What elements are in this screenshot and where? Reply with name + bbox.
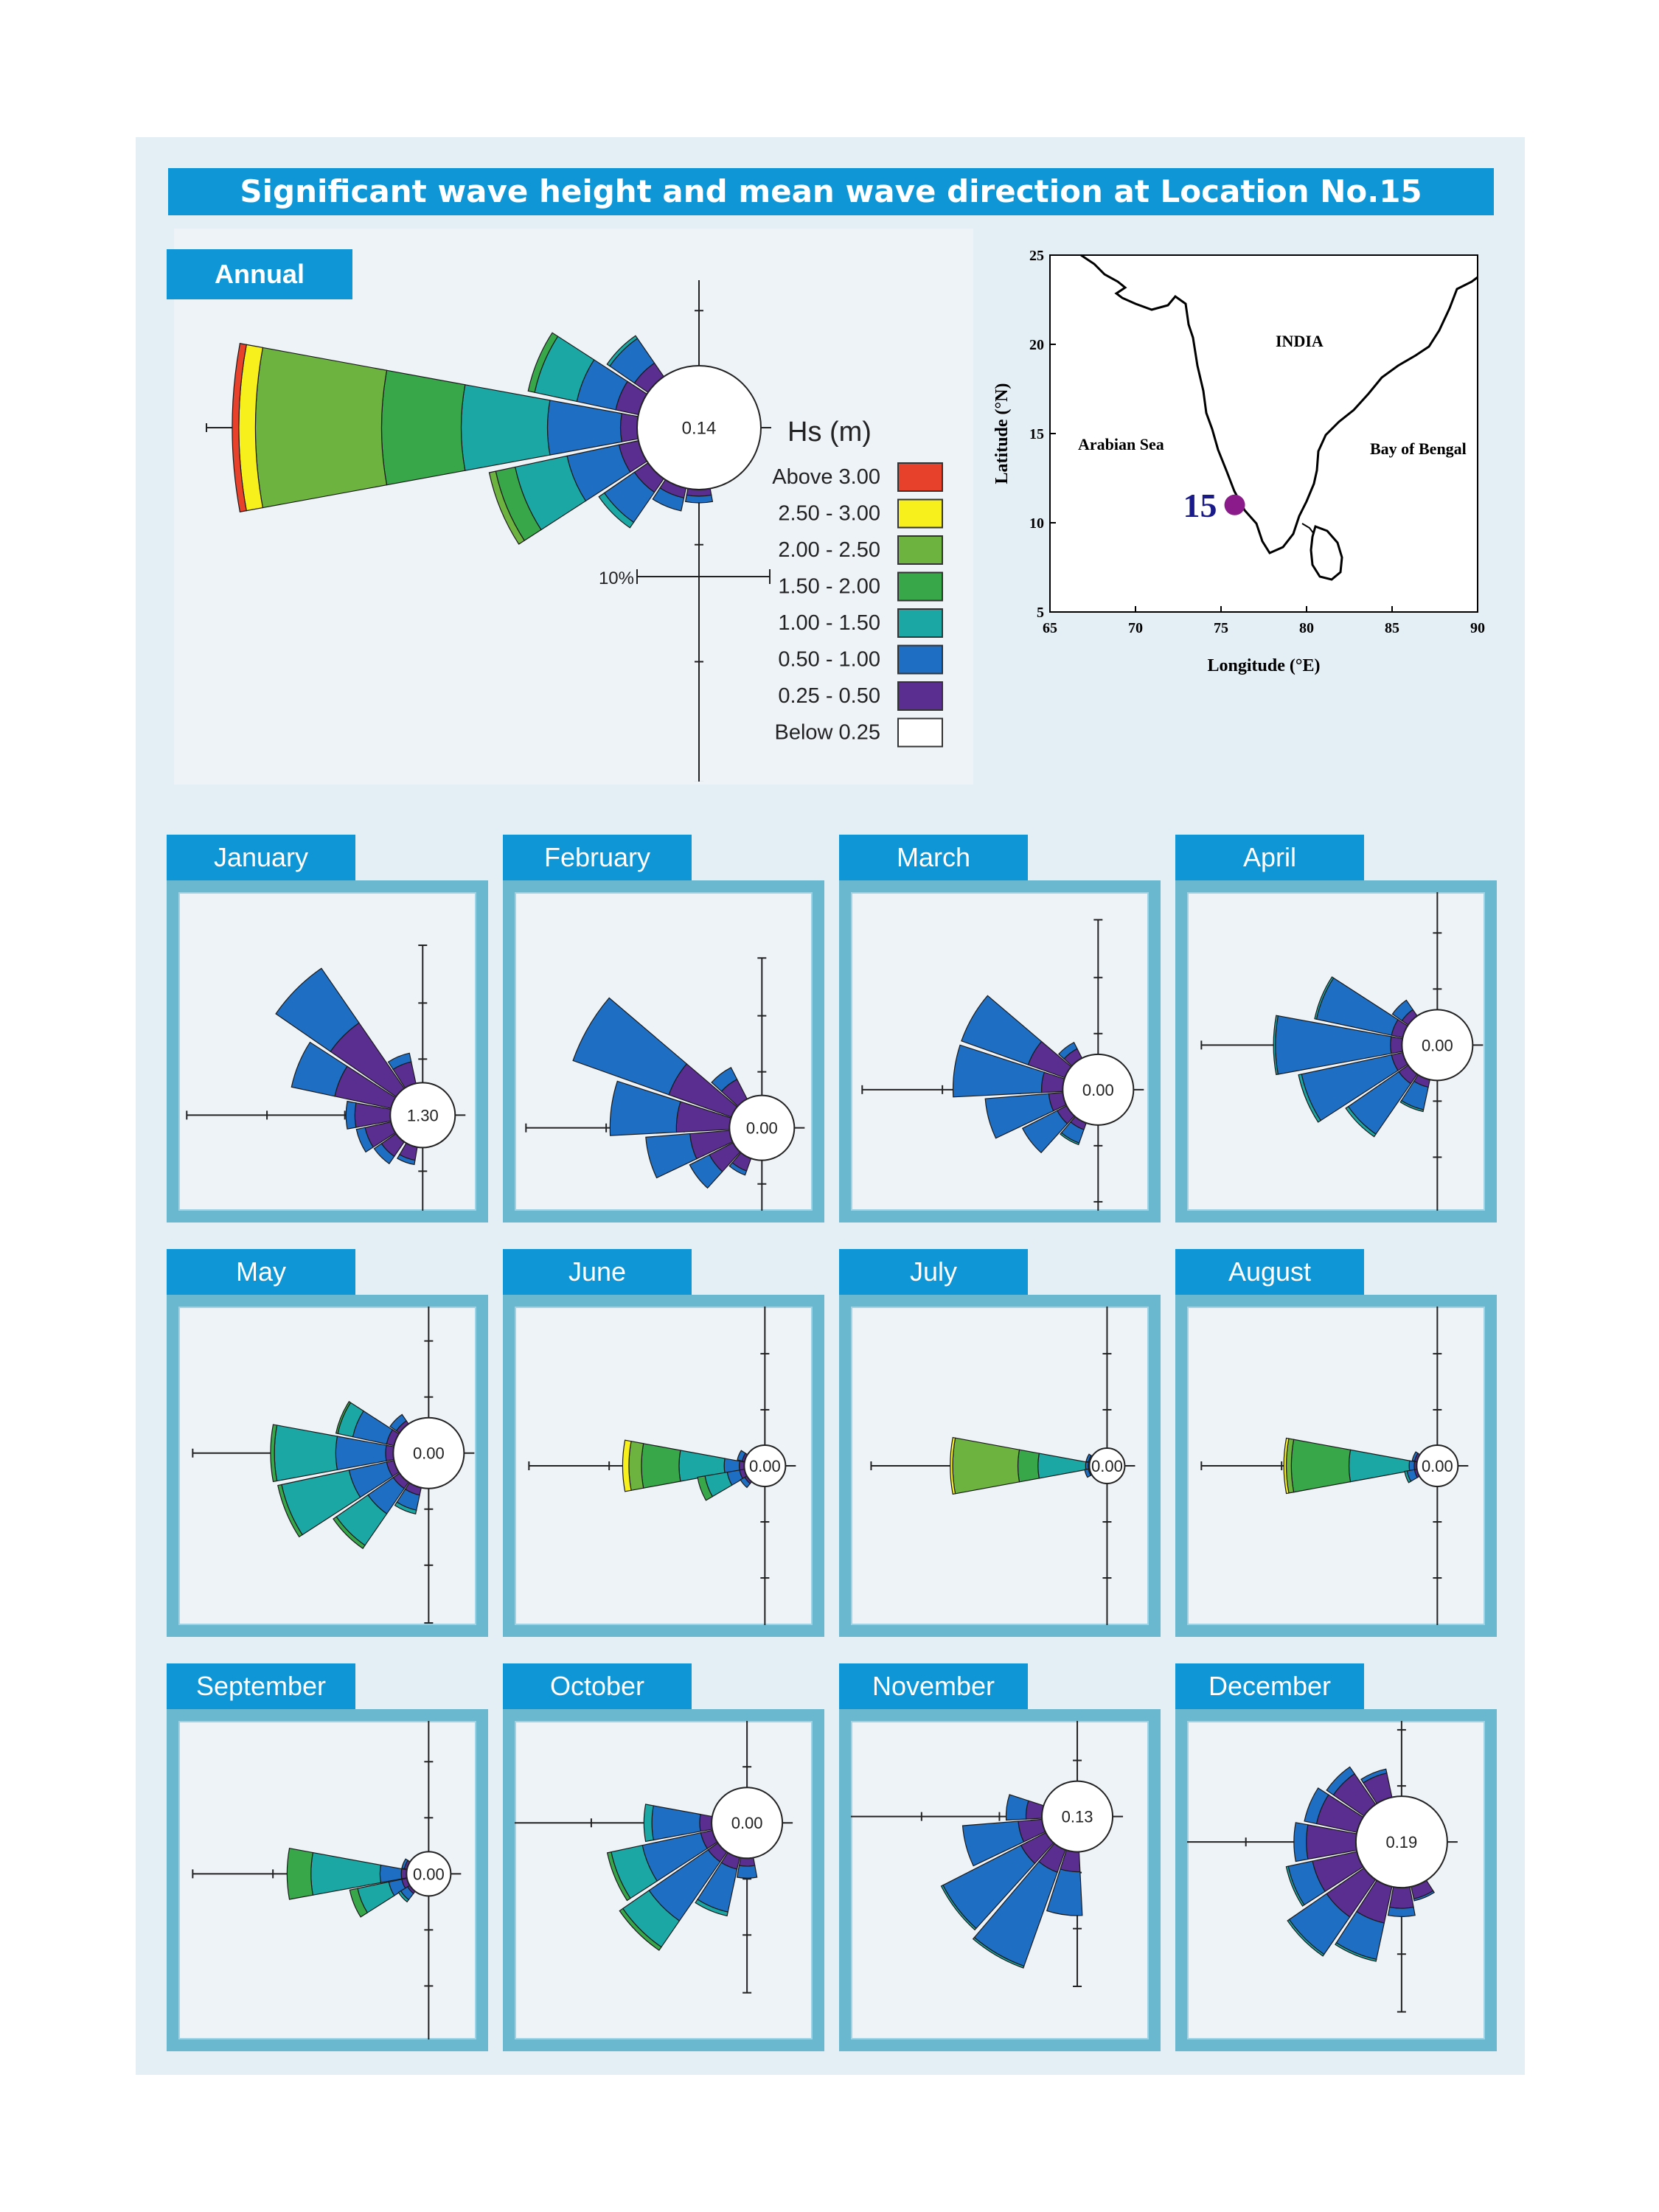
calm-value: 0.00 [412,1444,445,1463]
month-panel-november [839,1709,1161,2051]
rose-3 [862,919,1144,1211]
month-tab-december: December [1175,1663,1364,1709]
calm-value: 0.00 [731,1814,763,1833]
rose-petal-0-bin-4 [953,1438,1019,1494]
month-panel-may [167,1295,488,1637]
legend-swatch [898,463,942,491]
month-panel-june [503,1295,824,1637]
month-tab-may: May [167,1249,355,1295]
rose-petal-2-bin-1 [346,1102,356,1130]
calm-value: 0.00 [1082,1080,1114,1099]
rose-petal-2-bin-1 [1294,1823,1308,1862]
rose-petal-0-bin-2 [1349,1450,1410,1481]
rose-petal-6-bin-1 [686,495,713,503]
rose-9 [192,1721,461,2039]
calm-value: 0.00 [412,1865,445,1884]
legend-label: 1.50 - 2.00 [778,574,880,599]
legend-label: Above 3.00 [772,465,880,489]
legend-swatch [898,573,942,601]
map-ytick-label: 25 [1029,248,1044,264]
rose-petal-0-bin-1 [573,998,686,1094]
map-xtick-label: 70 [1128,620,1143,636]
rose-12 [1187,1721,1458,2012]
scale-label: 10% [598,568,634,588]
rose-petal-0-bin-0 [1391,1037,1402,1054]
rose-petal-4-bin-0 [1026,1801,1043,1819]
month-tab-october: October [503,1663,692,1709]
rose-petal-0-bin-3 [287,1848,313,1899]
legend-swatch [898,682,942,710]
month-rose-chart-december [1187,1721,1485,2039]
rose-petal-4-bin-1 [1006,1795,1028,1820]
month-panel-february [503,880,824,1222]
rose-petal-0-bin-3 [641,1444,681,1488]
month-panel-april [1175,880,1497,1222]
month-tab-september: September [167,1663,355,1709]
map-xtick-label: 75 [1214,620,1228,636]
month-tab-march: March [839,835,1028,880]
rose-petal-0-bin-3 [1018,1450,1040,1482]
month-tab-january: January [167,835,355,880]
map-xtick-label: 85 [1385,620,1399,636]
rose-petal-4-bin-1 [737,1865,757,1878]
map-xlabel: Longitude (°E) [1207,656,1321,675]
rose-petal-7-bin-1 [1388,1907,1416,1917]
legend-swatch [898,536,942,564]
map-ylabel: Latitude (°N) [992,383,1012,484]
map-label-bay-of-bengal: Bay of Bengal [1370,439,1467,458]
legend-label: Below 0.25 [774,720,880,745]
location-label: 15 [1183,486,1217,524]
month-panel-august [1175,1295,1497,1637]
rose-10 [515,1721,793,1993]
map-xtick-label: 90 [1470,620,1485,636]
rose-petal-0-bin-3 [382,370,465,484]
map-frame [1050,255,1478,612]
calm-value: 0.00 [745,1119,778,1138]
rose-petal-2-bin-0 [700,1815,712,1832]
month-tab-june: June [503,1249,692,1295]
month-tab-july: July [839,1249,1028,1295]
legend-label: 0.25 - 0.50 [778,684,880,708]
rose-petal-0-bin-2 [461,385,549,470]
month-rose-chart-june [515,1307,813,1625]
month-rose-chart-february [515,892,813,1211]
calm-value: 0.13 [1061,1807,1093,1826]
map-xtick-label: 80 [1299,620,1314,636]
legend-label: 1.00 - 1.50 [778,611,880,635]
rose-6 [529,1307,796,1625]
map-label-arabian-sea: Arabian Sea [1078,435,1164,453]
rose-petal-0-bin-0 [621,414,639,442]
rose-1 [187,945,465,1211]
map-ytick-label: 10 [1029,515,1044,532]
rose-petal-0-bin-4 [629,1441,644,1491]
month-tab-february: February [503,835,692,880]
map-label-india: INDIA [1276,332,1324,350]
rose-8 [1201,1307,1468,1625]
rose-0 [206,280,771,782]
location-marker [1225,495,1245,515]
month-panel-march [839,880,1161,1222]
calm-value: 1.30 [406,1106,439,1125]
legend-swatch [898,609,942,637]
legend-swatch [898,500,942,528]
rose-petal-0-bin-2 [274,1425,337,1481]
month-rose-chart-october [515,1721,813,2039]
calm-value: 0.00 [748,1456,781,1475]
month-rose-chart-september [178,1721,476,2039]
calm-value: 0.14 [681,418,717,439]
location-map [981,236,1512,693]
legend-title: Hs (m) [787,417,872,448]
rose-petal-2-bin-1 [646,1134,697,1178]
calm-value: 0.00 [1421,1036,1453,1055]
rose-petal-7-bin-0 [1390,1887,1413,1908]
legend-label: 2.50 - 3.00 [778,501,880,526]
rose-petal-0-bin-4 [255,347,386,507]
month-panel-october [503,1709,824,2051]
map-ytick-label: 20 [1029,337,1044,353]
legend-swatch [898,719,942,747]
rose-5 [192,1307,474,1623]
rose-petal-2-bin-2 [644,1804,653,1841]
month-tab-april: April [1175,835,1364,880]
rose-petal-0-bin-2 [1038,1453,1086,1478]
month-tab-november: November [839,1663,1028,1709]
rose-2 [526,958,804,1211]
annual-rose-chart [174,280,973,782]
month-rose-chart-april [1187,892,1485,1211]
calm-value: 0.00 [1421,1456,1453,1475]
rose-7 [871,1307,1135,1625]
month-rose-chart-january [178,892,476,1211]
month-rose-chart-november [851,1721,1149,2039]
month-rose-chart-august [1187,1307,1485,1625]
month-panel-january [167,880,488,1222]
rose-petal-0-bin-3 [1291,1439,1350,1492]
legend-label: 0.50 - 1.00 [778,647,880,672]
legend-swatch [898,646,942,674]
rose-4 [1201,892,1483,1211]
map-xtick-label: 65 [1043,620,1057,636]
month-panel-december [1175,1709,1497,2051]
map-ytick-label: 15 [1029,426,1044,442]
month-tab-august: August [1175,1249,1364,1295]
calm-value: 0.19 [1385,1833,1418,1852]
legend-label: 2.00 - 2.50 [778,538,880,562]
month-panel-july [839,1295,1161,1637]
annual-tab: Annual [167,249,352,299]
rose-11 [851,1721,1123,1986]
month-rose-chart-july [851,1307,1149,1625]
month-rose-chart-march [851,892,1149,1211]
calm-value: 0.00 [1091,1456,1123,1475]
month-panel-september [167,1709,488,2051]
month-rose-chart-may [178,1307,476,1625]
map-ytick-label: 5 [1037,605,1044,621]
page-title: Significant wave height and mean wave direction at Location No.15 [168,168,1494,215]
